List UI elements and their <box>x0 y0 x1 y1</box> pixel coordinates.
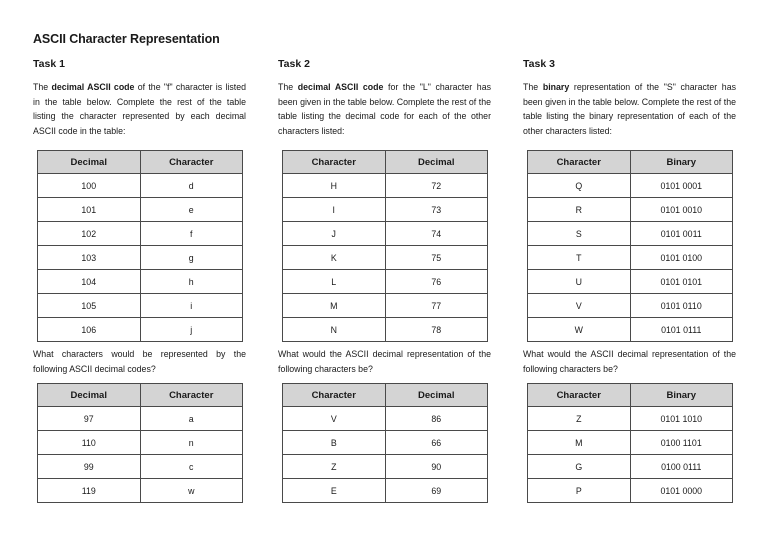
table-cell: 74 <box>385 222 488 246</box>
table-row <box>528 174 733 198</box>
table-row <box>528 407 733 431</box>
table-cell: 110 <box>38 431 141 455</box>
table-cell: T <box>528 246 631 270</box>
instructions-text: The <box>278 82 298 92</box>
column-header: Decimal <box>385 384 488 407</box>
table-cell: U <box>528 270 631 294</box>
column-header: Character <box>528 384 631 407</box>
table-cell: K <box>283 246 386 270</box>
table-row <box>38 270 243 294</box>
table-cell: P <box>528 479 631 503</box>
task-title: Task 3 <box>523 58 555 70</box>
question-text: What would the ASCII decimal representation of the following characters be? <box>278 349 491 374</box>
table-cell: Z <box>528 407 631 431</box>
table-cell: W <box>528 318 631 342</box>
column-header: Binary <box>630 384 733 407</box>
main-table <box>37 150 243 342</box>
table-cell: w <box>140 479 243 503</box>
column-header: Character <box>283 384 386 407</box>
table-cell: V <box>528 294 631 318</box>
table-row <box>528 294 733 318</box>
table-cell: h <box>140 270 243 294</box>
question-table <box>37 383 243 503</box>
main-table <box>282 150 488 342</box>
table-row <box>283 294 488 318</box>
table-row <box>283 431 488 455</box>
table-cell: S <box>528 222 631 246</box>
table-row <box>38 198 243 222</box>
instructions-text: of the "f" character is listed in the table below. Complete the rest of the table listing the character represented by each decimal ASCII code in the table: <box>33 82 246 136</box>
table-cell: R <box>528 198 631 222</box>
table-cell: 78 <box>385 318 488 342</box>
table-cell: E <box>283 479 386 503</box>
instructions-text: The <box>33 82 52 92</box>
table-cell: H <box>283 174 386 198</box>
table-row <box>38 318 243 342</box>
table-cell: 0100 1101 <box>630 431 733 455</box>
page-title: ASCII Character Representation <box>33 32 220 46</box>
table-row <box>528 246 733 270</box>
table-cell: 77 <box>385 294 488 318</box>
table-row <box>528 270 733 294</box>
table-cell: 103 <box>38 246 141 270</box>
task-column-3 <box>523 58 736 503</box>
task-column-2 <box>278 58 491 503</box>
table-row <box>528 198 733 222</box>
table-row <box>528 318 733 342</box>
table-row <box>38 407 243 431</box>
instructions-text: The <box>523 82 543 92</box>
instructions-emphasis: decimal ASCII code <box>297 82 384 92</box>
column-header: Character <box>283 151 386 174</box>
table-cell: G <box>528 455 631 479</box>
table-cell: I <box>283 198 386 222</box>
task-instructions <box>523 80 736 138</box>
task-instructions <box>278 80 491 138</box>
table-row <box>283 318 488 342</box>
table-cell: 86 <box>385 407 488 431</box>
table-cell: c <box>140 455 243 479</box>
table-cell: 0101 0010 <box>630 198 733 222</box>
column-header: Decimal <box>38 384 141 407</box>
table-row <box>283 479 488 503</box>
table-cell: g <box>140 246 243 270</box>
task-title: Task 2 <box>278 58 310 70</box>
table-row <box>38 431 243 455</box>
table-row <box>283 270 488 294</box>
column-header: Decimal <box>385 151 488 174</box>
table-row <box>38 174 243 198</box>
table-cell: 66 <box>385 431 488 455</box>
table-row <box>528 455 733 479</box>
table-cell: M <box>528 431 631 455</box>
table-cell: 0101 0110 <box>630 294 733 318</box>
table-cell: L <box>283 270 386 294</box>
table-cell: 0101 0011 <box>630 222 733 246</box>
instructions-text: representation of the "S" character has been given in the table below. Complete the rest of the table listing the binary representation of each of the other characters listed: <box>523 82 736 136</box>
table-row <box>283 407 488 431</box>
table-cell: n <box>140 431 243 455</box>
table-cell: Z <box>283 455 386 479</box>
question-text: What would the ASCII decimal representation of the following characters be? <box>523 349 736 374</box>
table-cell: 99 <box>38 455 141 479</box>
task-instructions <box>33 80 246 138</box>
table-row <box>528 431 733 455</box>
table-cell: 101 <box>38 198 141 222</box>
table-cell: f <box>140 222 243 246</box>
table-cell: J <box>283 222 386 246</box>
table-cell: 0101 0101 <box>630 270 733 294</box>
table-cell: 100 <box>38 174 141 198</box>
table-row <box>283 198 488 222</box>
table-row <box>528 479 733 503</box>
instructions-emphasis: decimal ASCII code <box>51 82 135 92</box>
task-column-1 <box>33 58 246 503</box>
table-row <box>283 222 488 246</box>
table-cell: B <box>283 431 386 455</box>
table-cell: a <box>140 407 243 431</box>
table-cell: N <box>283 318 386 342</box>
table-cell: 0101 0100 <box>630 246 733 270</box>
table-cell: 90 <box>385 455 488 479</box>
table-cell: V <box>283 407 386 431</box>
table-cell: 75 <box>385 246 488 270</box>
table-cell: M <box>283 294 386 318</box>
question-table <box>282 383 488 503</box>
table-row <box>38 222 243 246</box>
table-cell: 0101 1010 <box>630 407 733 431</box>
table-cell: 0100 0111 <box>630 455 733 479</box>
table-cell: j <box>140 318 243 342</box>
table-row <box>283 246 488 270</box>
column-header: Character <box>528 151 631 174</box>
table-cell: 102 <box>38 222 141 246</box>
table-cell: 0101 0111 <box>630 318 733 342</box>
table-cell: 106 <box>38 318 141 342</box>
table-row <box>283 174 488 198</box>
column-header: Binary <box>630 151 733 174</box>
table-cell: i <box>140 294 243 318</box>
table-row <box>38 246 243 270</box>
table-row <box>38 294 243 318</box>
column-header: Character <box>140 151 243 174</box>
main-table <box>527 150 733 342</box>
table-row <box>38 479 243 503</box>
question-table <box>527 383 733 503</box>
table-cell: 73 <box>385 198 488 222</box>
table-cell: 97 <box>38 407 141 431</box>
table-cell: 119 <box>38 479 141 503</box>
task-title: Task 1 <box>33 58 65 70</box>
table-cell: 104 <box>38 270 141 294</box>
table-cell: 0101 0000 <box>630 479 733 503</box>
table-cell: e <box>140 198 243 222</box>
table-cell: Q <box>528 174 631 198</box>
table-row <box>38 455 243 479</box>
instructions-emphasis: binary <box>542 82 570 92</box>
table-cell: d <box>140 174 243 198</box>
instructions-text: for the "L" character has been given in the table below. Complete the rest of the table listing the decimal code for each of the other characters listed: <box>278 82 491 136</box>
table-cell: 72 <box>385 174 488 198</box>
column-header: Character <box>140 384 243 407</box>
table-row <box>283 455 488 479</box>
table-cell: 69 <box>385 479 488 503</box>
table-cell: 0101 0001 <box>630 174 733 198</box>
table-cell: 105 <box>38 294 141 318</box>
column-header: Decimal <box>38 151 141 174</box>
table-cell: 76 <box>385 270 488 294</box>
question-text: What characters would be represented by the following ASCII decimal codes? <box>33 349 246 374</box>
table-row <box>528 222 733 246</box>
